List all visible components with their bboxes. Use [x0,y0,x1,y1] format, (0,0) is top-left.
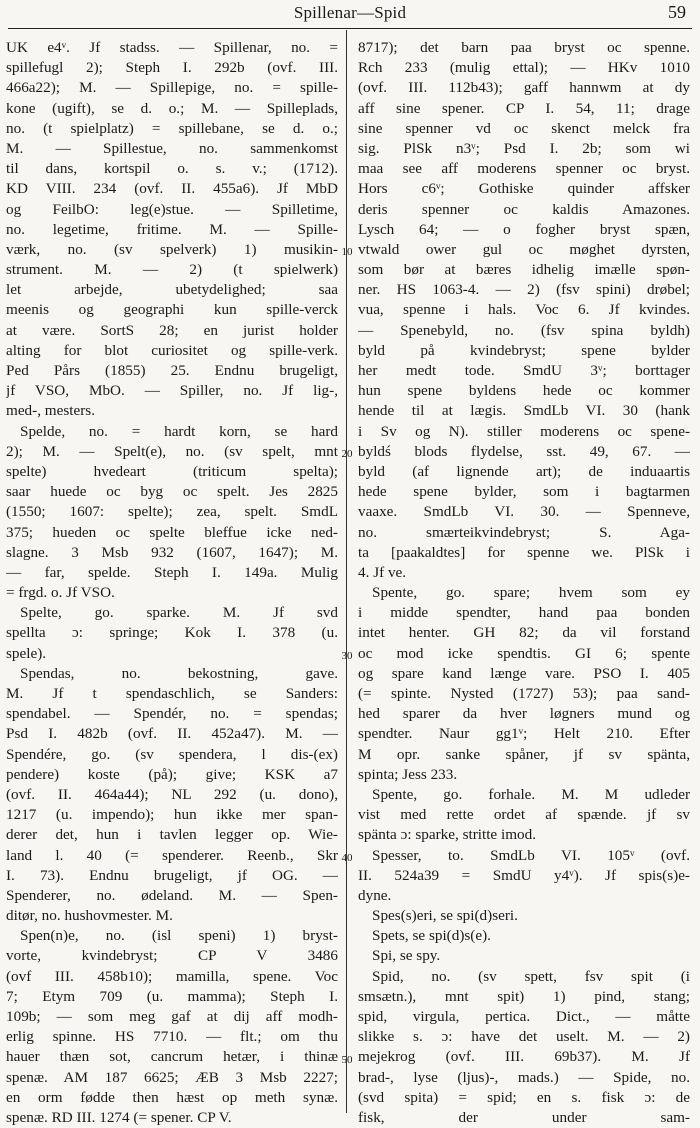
text-line: spele). [6,644,47,662]
text-line: M. Jf t spendaschlich, se Sanders: [6,685,338,702]
text-line: byldś blods flydelse, sst. 49, 67. — [358,442,690,460]
text-line: 109b; — som meg gaf at dij aff modh- [6,1008,338,1025]
text-line: derer det, hun i tavlen legger op. Wie- [6,826,338,844]
text-line: spendter. Naur gg1ᵛ; Helt 210. Efter [358,725,690,743]
text-line: spillefugl 2); Steph I. 292b (ovf. III. [6,59,338,77]
text-line: Lysch 64; — o fogher bryst spæn, [358,220,690,238]
text-line: spinta; Jess 233. [358,765,458,783]
text-line: 4. Jf ve. [358,563,407,581]
text-line: saar huede oc byg oc spelt. Jes 2825 [6,483,338,501]
text-line: Spid, no. (sv spett, fsv spit (i [372,967,690,985]
left-column [6,38,338,1128]
text-line: Spes(s)eri, se spi(d)seri. [372,907,518,925]
text-line: no. (t spielplatz) = spillebane, se d. o.; [6,119,338,137]
text-line: spenæ. AM 187 6625; ÆB 3 Msb 2227; [6,1068,338,1086]
text-line: II. 524a39 = SmdU y4ᵛ). Jf spis(s)e- [358,866,690,884]
text-line: Hors c6ᵛ; Gothiske quinder affsker [358,180,690,198]
text-line: = frgd. o. Jf VSO. [6,584,115,602]
column-divider [346,30,347,1113]
text-line: i midde spendter, hand paa bonden [358,604,690,622]
text-line: sine spenner vd oc skenct melck fra [358,119,690,137]
text-line: (1550; 1607: spelte); zea, spelt. SmdL [6,503,338,521]
text-line: spelte) hvedeart (triticum spelta); [6,462,338,480]
text-line: I. 73). Endnu brugeligt, jf OG. — [6,866,338,884]
text-line: alting for blot curiositet og spille-verk. [6,341,338,359]
text-line: 7; Etym 709 (u. mamma); Steph I. [6,987,338,1005]
text-line: hende til at lægis. SmdLb VI. 30 (hank [358,402,690,420]
text-line: (ovf III. 458b10); mamilla, spene. Voc [6,967,338,985]
text-line: ditør, no. hushovmester. M. [6,907,173,925]
text-line: erlig spinne. HS 7710. — flt.; om thu [6,1028,338,1046]
text-line: land l. 40 (= spenderer. Reenb., Skr [6,846,338,864]
text-line: (ovf. II. 464a44); NL 292 (u. dono), [6,785,338,803]
text-line: — far, spelde. Steph I. 149a. Mulig [6,563,338,581]
text-line: Spen(n)e, no. (isl speni) 1) bryst- [20,927,338,945]
text-line: 375; hueden oc spelte bleffue icke ned- [6,523,338,541]
text-line: 8717); det barn paa bryst oc spenne. [358,39,690,56]
text-line: aff sine spener. CP I. 54, 11; drage [358,99,690,117]
text-line: Spente, go. forhale. M. M udleder [372,785,690,803]
margin-line-number: 40 [341,852,353,864]
running-title: Spillenar—Spid [293,3,407,22]
text-line: M. — Spillestue, no. sammenkomst [6,139,338,157]
text-line: Ped Pårs (1855) 25. Endnu brugeligt, [6,362,338,379]
text-line: Spenderer, no. ødeland. M. — Spen- [6,886,338,904]
text-line: Spendére, go. (sv spendera, l dis-(ex) [6,745,338,763]
text-line: hede spene bylder, som i bagtarmen [358,483,690,501]
text-line: en orm fødde then hæst op meth synæ. [6,1088,338,1106]
text-line: deris spenner oc kaldis Amazones. [358,200,690,218]
text-line: til dans, kortspil o. s. v.; (1712). [6,160,338,178]
text-line: hauer thæn sot, cancrum hetær, i thinæ [6,1048,338,1066]
header-rule [8,28,692,29]
text-line: vorte, kvindebryst; CP V 3486 [6,947,338,965]
text-line: at være. SortS 28; en jurist holder [6,321,338,339]
text-line: og FeilbO: leg(e)stue. — Spilletime, [6,200,338,218]
margin-line-number: 20 [341,448,353,460]
text-line: jf VSO, MbO. — Spiller, no. Jf lig-, [6,382,338,400]
text-line: Spelte, go. sparke. M. Jf svd [20,604,338,622]
text-line: Spendas, no. bekostning, gave. [20,664,338,682]
text-line: — Spenebyld, no. (fsv spina byldh) [358,321,690,339]
text-line: (= spinte. Nysted (1727) 53); paa sand- [358,685,690,702]
text-line: no. smærteikvindebryst; S. Aga- [358,523,690,541]
text-line: i Sv og N). stiller moderens oc spene- [358,422,690,440]
text-line: pendere) koste (på); give; KSK a7 [6,765,338,783]
text-line: hed sparer da hver løgners mund og [358,705,690,723]
text-line: sig. PlSk n3ᵛ; Psd I. 2b; som wi [358,139,690,157]
text-line: spänta ɔ: sparke, stritte imod. [358,826,536,844]
text-line: kone (ugift), se d. o.; M. — Spilleplads, [6,99,338,117]
text-line: her medt tode. SmdU 3ᵛ; borttager [358,362,690,379]
margin-line-number: 50 [341,1054,353,1066]
text-line: intet henter. GH 82; da vil forstand [358,624,690,642]
text-line: Spesser, to. SmdLb VI. 105ᵛ (ovf. [372,846,690,864]
text-line: Rch 233 (mulig ettal); — HKv 1010 [358,59,690,77]
text-line: (svd spita) = spid; en s. fisk ɔ: de [358,1088,690,1106]
text-line: som bør at bæres idhelig imælle spøn- [358,261,690,279]
text-line: UK e4ᵛ. Jf stadss. — Spillenar, no. = [6,39,338,56]
text-line: spenæ. RD III. 1274 (= spener. CP V. [6,1108,232,1126]
right-column [358,38,690,1128]
text-line: let arbejde, ubetydelighed; saa [6,281,338,299]
text-line: vaaxe. SmdLb VI. 30. — Spenneve, [358,503,690,521]
text-line: hun spene byldens hede oc kommer [358,382,690,400]
margin-line-number: 30 [341,650,353,662]
text-line: byld på kvindebryst; spene bylder [358,341,690,359]
text-line: spellta ɔ: springe; Kok I. 378 (u. [6,624,338,642]
text-line: strument. M. — 2) (t spielwerk) [6,261,338,279]
text-line: Spelde, no. = hardt korn, se hard [20,422,338,440]
text-line: oc mod icke spendtis. GI 6; spente [358,644,690,662]
text-line: og spare kand længe vare. PSO I. 405 [358,664,690,682]
text-line: (ovf. III. 112b43); gaff hannwm at dy [358,79,690,97]
text-line: mejekrog (ovf. III. 69b37). M. Jf [358,1048,690,1066]
text-line: vist med rette ordet af spænde. jf sv [358,806,690,824]
text-line: maa see aff moderens spenner oc bryst. [358,160,690,178]
text-line: med-, mesters. [6,402,95,420]
text-line: vtwald ower gul oc møghet dyrsten, [358,240,690,258]
text-line: Psd I. 482b (ovf. II. 452a47). M. — [6,725,338,743]
page-header [0,0,700,30]
text-line: ta [paakaldtes] for spenne we. PlSk i [358,543,690,561]
text-line: meenis og geographi kun spille-verck [6,301,338,319]
text-line: byld (af lignende art); de induaartis [358,462,690,480]
text-line: dyne. [358,886,392,904]
text-line: no. legetime, fritime. M. — Spille- [6,220,338,238]
text-line: brad-, lyse (ljus)-, mads.) — Spide, no. [358,1068,690,1086]
text-line: vua, spenne i hals. Voc 6. Jf kvindes. [358,301,690,319]
margin-line-number: 10 [341,246,353,258]
page-number: 59 [668,2,686,22]
text-line: slagne. 3 Msb 932 (1607, 1647); M. [6,543,338,561]
text-line: ner. HS 1063-4. — 2) (fsv spini) drøbel; [358,281,690,299]
text-line: 466a22); M. — Spillepige, no. = spille- [6,79,338,97]
text-line: værk, no. (sv spelverk) 1) musikin- [6,240,338,258]
text-line: spendabel. — Spendér, no. = spendas; [6,705,338,723]
text-line: M opr. sanke spåner, jf sv spänta, [358,745,690,763]
text-line: smsætn.), mnt spit) 1) pind, stang; [358,987,690,1005]
text-line: 1217 (u. impendo); hun ikke mer span- [6,806,338,824]
text-line: KD VIII. 234 (ovf. II. 455a6). Jf MbD [6,180,338,198]
text-line: 2); M. — Spelt(e), no. (sv spelt, mnt [6,442,338,460]
text-line: Spente, go. spare; hvem som ey [372,584,690,602]
text-line: spid, virgula, pertica. Dict., — måtte [358,1008,690,1025]
text-line: Spets, se spi(d)s(e). [372,927,491,945]
text-line: fisk, der under sam- [358,1108,690,1126]
text-line: Spi, se spy. [372,947,441,965]
text-line: slikke s. ɔ: have det uselt. M. — 2) [358,1028,690,1046]
